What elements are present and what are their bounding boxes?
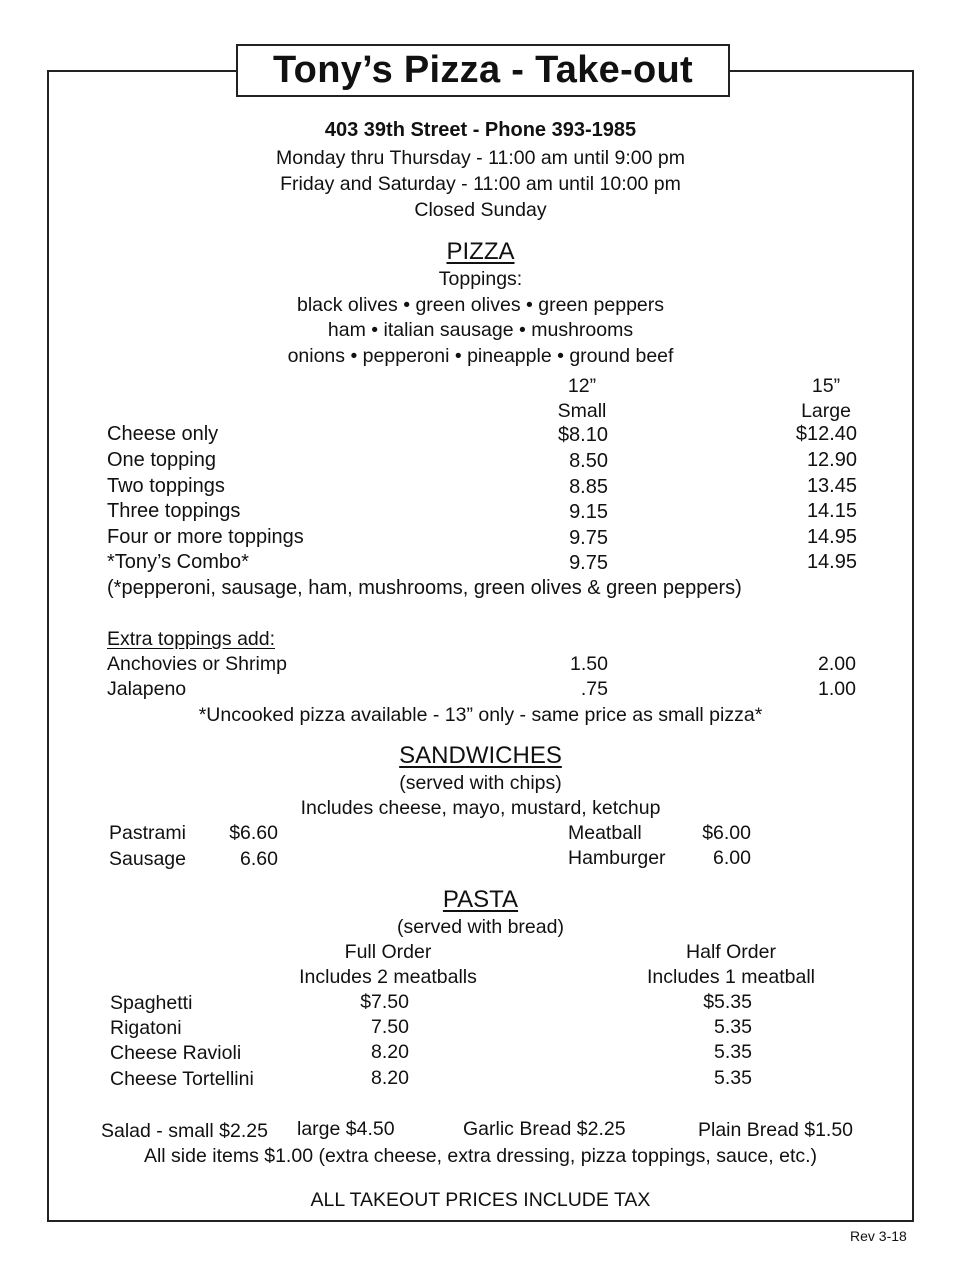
pizza-row-name: Three toppings	[107, 500, 241, 522]
combo-note: (*pepperoni, sausage, ham, mushrooms, green olives & green peppers)	[107, 577, 742, 599]
pizza-row-small-price: $8.10	[557, 424, 608, 446]
toppings-label: Toppings:	[438, 268, 523, 290]
salad-large: large $4.50	[297, 1118, 395, 1140]
sandwiches-subtitle: (served with chips)	[399, 772, 562, 794]
plain-bread: Plain Bread $1.50	[698, 1119, 854, 1141]
sandwich-name: Meatball	[568, 822, 642, 844]
large-size-header: 15”	[811, 375, 841, 397]
pasta-full-price: 8.20	[371, 1067, 409, 1089]
sandwiches-heading: SANDWICHES	[399, 742, 562, 769]
pizza-row-name: One topping	[107, 449, 216, 471]
pizza-row-large-price: $12.40	[795, 423, 857, 445]
sandwiches-includes: Includes cheese, mayo, mustard, ketchup	[300, 797, 661, 819]
pizza-row-name: *Tony’s Combo*	[107, 551, 249, 573]
extra-row-small-price: 1.50	[570, 653, 608, 675]
toppings-line-1: black olives • green olives • green peppers	[296, 294, 665, 316]
pasta-half-price: 5.35	[714, 1067, 752, 1089]
pasta-full-price: 8.20	[371, 1041, 409, 1063]
address-phone: 403 39th Street - Phone 393-1985	[324, 119, 637, 141]
extra-row-name: Anchovies or Shrimp	[107, 653, 287, 675]
pizza-row-name: Four or more toppings	[107, 526, 304, 548]
pasta-row-name: Spaghetti	[110, 992, 193, 1014]
uncooked-note: *Uncooked pizza available - 13” only - same price as small pizza*	[198, 704, 763, 726]
pasta-full-price: 7.50	[371, 1016, 409, 1038]
menu-title: Tony’s Pizza - Take-out	[236, 44, 730, 97]
sandwich-price: $6.60	[229, 822, 278, 844]
pasta-heading: PASTA	[442, 886, 519, 913]
extra-row-small-price: .75	[580, 678, 608, 700]
pizza-row-large-price: 13.45	[806, 475, 857, 497]
extra-row-large-price: 1.00	[818, 678, 856, 700]
sandwich-name: Sausage	[109, 848, 186, 870]
sandwich-price: 6.60	[240, 848, 278, 870]
full-order-header: Full Order	[344, 941, 432, 963]
pizza-row-small-price: 9.75	[569, 527, 608, 549]
pizza-row-small-price: 8.85	[569, 476, 608, 498]
pizza-row-small-price: 8.50	[569, 450, 608, 472]
side-items-note: All side items $1.00 (extra cheese, extra dressing, pizza toppings, sauce, etc.)	[143, 1145, 818, 1167]
pizza-row-name: Cheese only	[107, 423, 219, 445]
pasta-row-name: Cheese Ravioli	[110, 1042, 242, 1064]
extra-toppings-heading: Extra toppings add:	[107, 628, 276, 650]
pizza-row-large-price: 12.90	[806, 449, 857, 471]
pasta-row-name: Rigatoni	[110, 1017, 182, 1039]
pizza-row-name: Two toppings	[107, 475, 225, 497]
tax-note: ALL TAKEOUT PRICES INCLUDE TAX	[310, 1189, 651, 1211]
hours-weekday: Monday thru Thursday - 11:00 am until 9:00 pm	[276, 147, 685, 169]
revision-label: Rev 3-18	[850, 1228, 907, 1244]
small-size-header: 12”	[567, 375, 597, 397]
pasta-half-price: $5.35	[703, 991, 752, 1013]
pasta-half-price: 5.35	[714, 1041, 752, 1063]
pasta-half-price: 5.35	[714, 1016, 752, 1038]
half-order-sub: Includes 1 meatball	[646, 966, 816, 988]
pizza-row-small-price: 9.15	[569, 501, 608, 523]
large-label-header: Large	[801, 400, 851, 422]
pizza-row-small-price: 9.75	[569, 552, 608, 574]
hours-weekend: Friday and Saturday - 11:00 am until 10:00 pm	[280, 173, 681, 195]
small-label-header: Small	[557, 400, 607, 422]
pasta-subtitle: (served with bread)	[397, 916, 564, 938]
sandwich-name: Pastrami	[109, 822, 186, 844]
extra-row-large-price: 2.00	[818, 653, 856, 675]
half-order-header: Half Order	[686, 941, 776, 963]
toppings-line-3: onions • pepperoni • pineapple • ground beef	[287, 345, 674, 367]
salad-small: Salad - small $2.25	[101, 1120, 268, 1142]
sandwich-price: $6.00	[702, 822, 751, 844]
pasta-full-price: $7.50	[360, 991, 409, 1013]
sandwich-name: Hamburger	[568, 847, 666, 869]
pasta-row-name: Cheese Tortellini	[110, 1068, 254, 1090]
pizza-row-large-price: 14.95	[806, 526, 857, 548]
pizza-row-large-price: 14.15	[806, 500, 857, 522]
hours-sunday: Closed Sunday	[414, 199, 547, 221]
extra-row-name: Jalapeno	[107, 678, 187, 700]
full-order-sub: Includes 2 meatballs	[299, 966, 477, 988]
pizza-row-large-price: 14.95	[806, 551, 857, 573]
pizza-heading: PIZZA	[446, 238, 515, 265]
sandwich-price: 6.00	[713, 847, 751, 869]
garlic-bread: Garlic Bread $2.25	[463, 1118, 626, 1140]
toppings-line-2: ham • italian sausage • mushrooms	[327, 319, 634, 341]
